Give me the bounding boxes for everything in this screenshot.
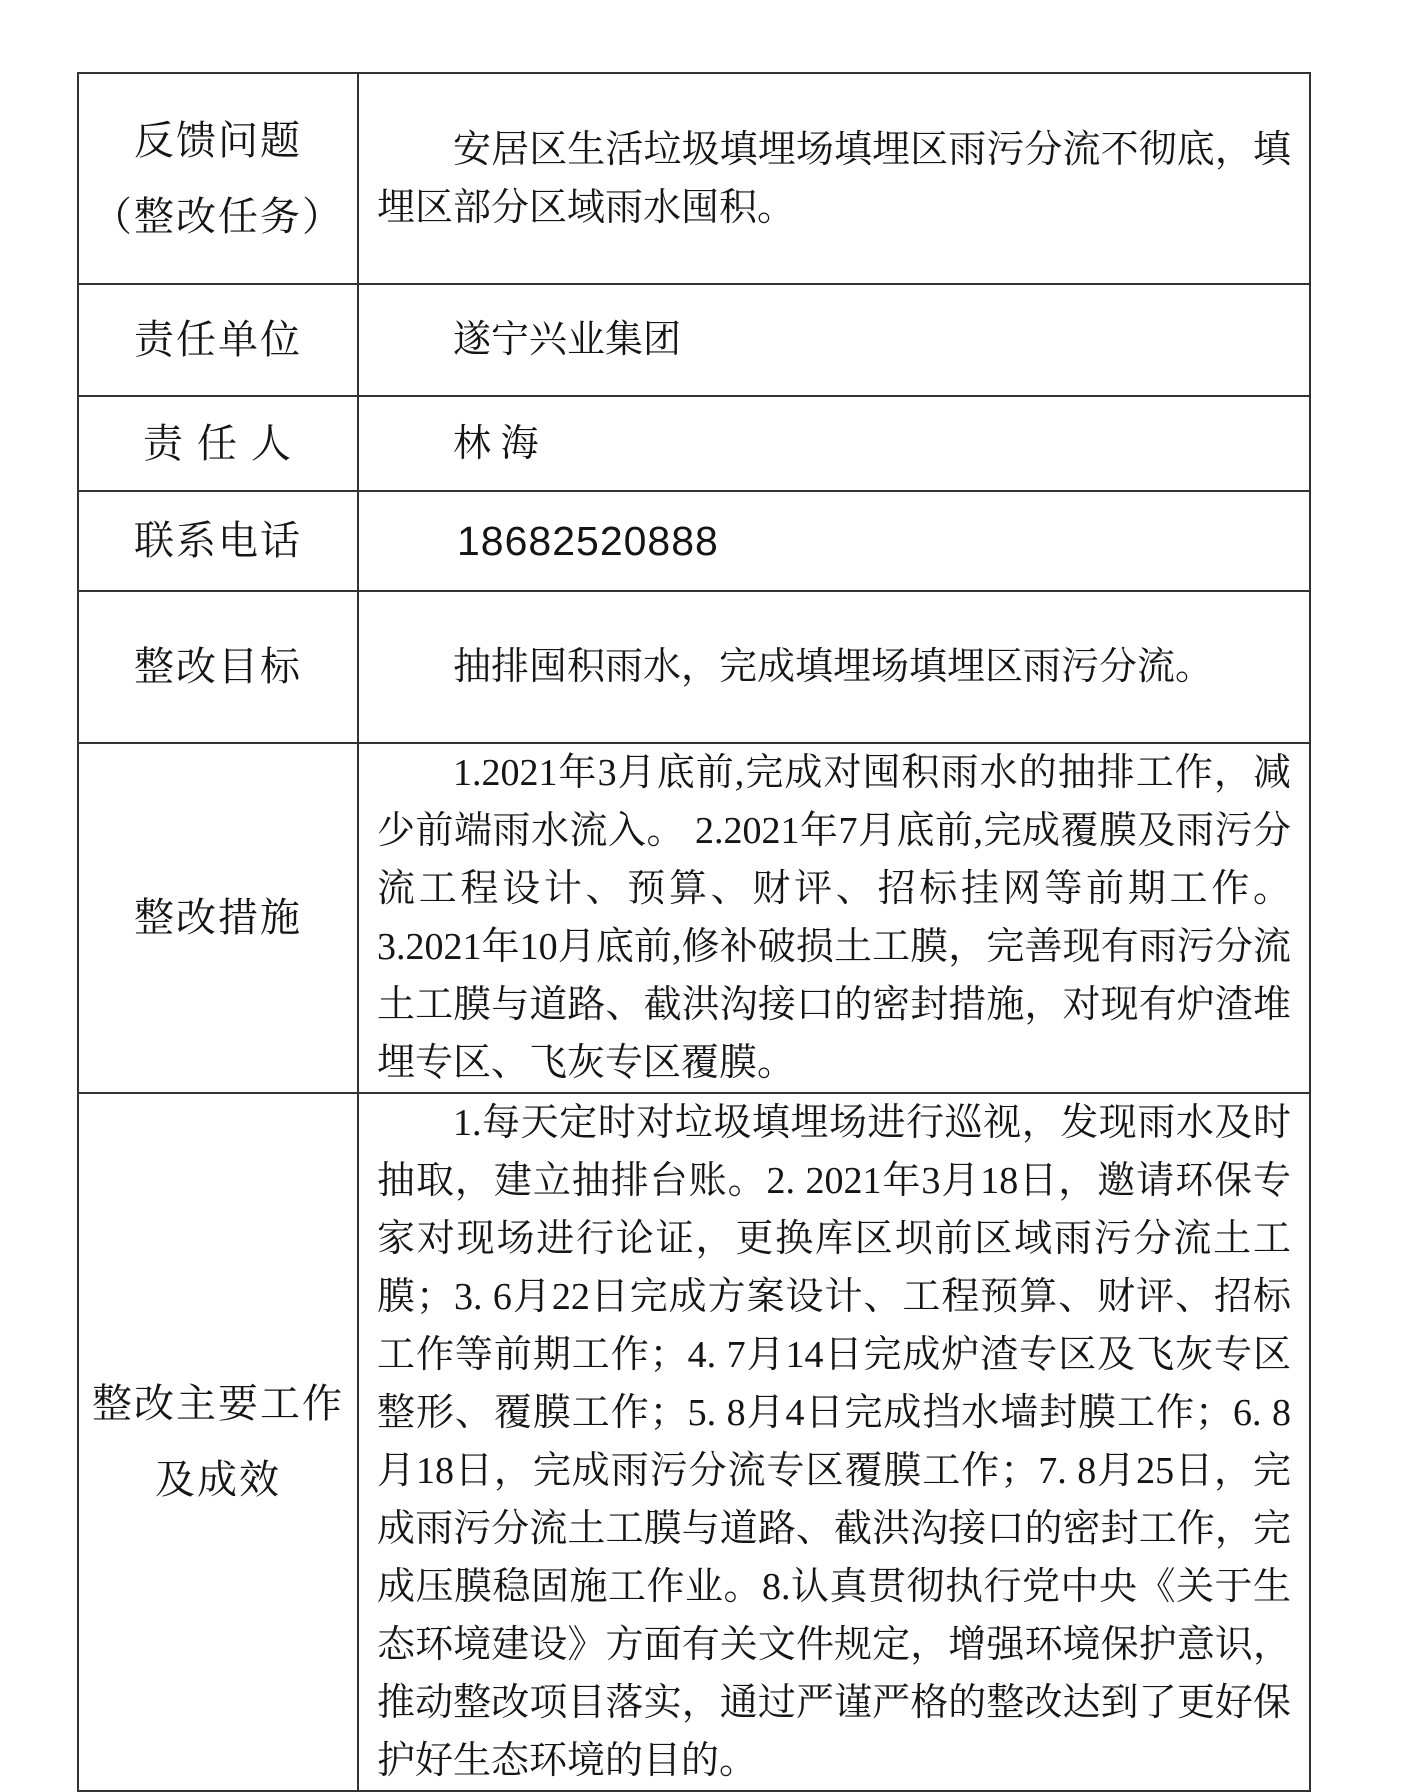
table-row-rectification-work: [78, 1093, 1310, 1791]
rectification-work-label-line2: 及成效: [155, 1457, 281, 1502]
contact-phone-label: 联系电话: [134, 518, 302, 563]
feedback-problem-label-line2: （整改任务）: [92, 193, 344, 239]
rectification-measures-label: 整改措施: [134, 895, 302, 940]
feedback-problem-label-cell: [78, 73, 358, 284]
contact-phone-label-cell: [78, 491, 358, 591]
table-row-rectification-target: [78, 591, 1310, 743]
feedback-problem-label: 反馈问题: [134, 117, 302, 163]
responsible-unit-value-cell: [358, 284, 1310, 396]
rectification-measures-value-cell: [358, 743, 1310, 1093]
rectification-work-value-cell: [358, 1093, 1310, 1791]
rectification-record-table: [77, 72, 1311, 1792]
rectification-work-label: 整改主要工作: [92, 1381, 344, 1426]
table-body: [78, 73, 1310, 1791]
rectification-target-value-cell: [358, 591, 1310, 743]
responsible-unit-label: 责任单位: [134, 317, 302, 362]
responsible-person-label-cell: [78, 396, 358, 491]
feedback-problem-text: 安居区生活垃圾填埋场填埋区雨污分流不彻底，填埋区部分区域雨水囤积。: [377, 128, 1291, 229]
responsible-person-label: 责 任 人: [143, 420, 293, 466]
table-row-responsible-person: [78, 396, 1310, 491]
contact-phone-value-cell: [358, 491, 1310, 591]
responsible-unit-text: 遂宁兴业集团: [453, 319, 682, 361]
contact-phone-number: 18682520888: [457, 518, 719, 564]
feedback-problem-value-cell: [358, 73, 1310, 284]
rectification-measures-label-cell: [78, 743, 358, 1093]
table-row-rectification-measures: [78, 743, 1310, 1093]
table-row-feedback-problem: [78, 73, 1310, 284]
rectification-target-label: 整改目标: [134, 644, 302, 689]
rectification-work-text: 1.每天定时对垃圾填埋场进行巡视，发现雨水及时抽取，建立抽排台账。2. 2021年3月18日，邀请环保专家对现场进行论证，更换库区坝前区域雨污分流土工膜；3. 6月22日完成方案设计、工程预算、财评、招标工作等前期工作；4. 7月14日完成炉渣专区及飞灰专区整形、覆膜工作；5. 8月4日完成挡水墙封膜工作；6. 8月18日，完成雨污分流专区覆膜工作；7. 8月25日，完成雨污分流土工膜与道路、截洪沟接口的密封工作，完成压膜稳固施工作业。8.认真贯彻执行党中央《关于生态环境建设》方面有关文件规定，增强环境保护意识，推动整改项目落实，通过严谨严格的整改达到了更好保护好生态环境的目的。: [377, 1102, 1291, 1782]
table-row-contact-phone: [78, 491, 1310, 591]
rectification-work-label-cell: [78, 1093, 358, 1791]
responsible-person-text: 林 海: [453, 422, 539, 465]
responsible-unit-label-cell: [78, 284, 358, 396]
rectification-target-text: 抽排囤积雨水，完成填埋场填埋区雨污分流。: [453, 646, 1214, 688]
table-row-responsible-unit: [78, 284, 1310, 396]
rectification-measures-text: 1.2021年3月底前,完成对囤积雨水的抽排工作，减少前端雨水流入。 2.2021年7月底前,完成覆膜及雨污分流工程设计、预算、财评、招标挂网等前期工作。3.2021年10月底前,修补破损土工膜，完善现有雨污分流土工膜与道路、截洪沟接口的密封措施，对现有炉渣堆埋专区、飞灰专区覆膜。: [377, 752, 1291, 1084]
responsible-person-value-cell: [358, 396, 1310, 491]
rectification-target-label-cell: [78, 591, 358, 743]
